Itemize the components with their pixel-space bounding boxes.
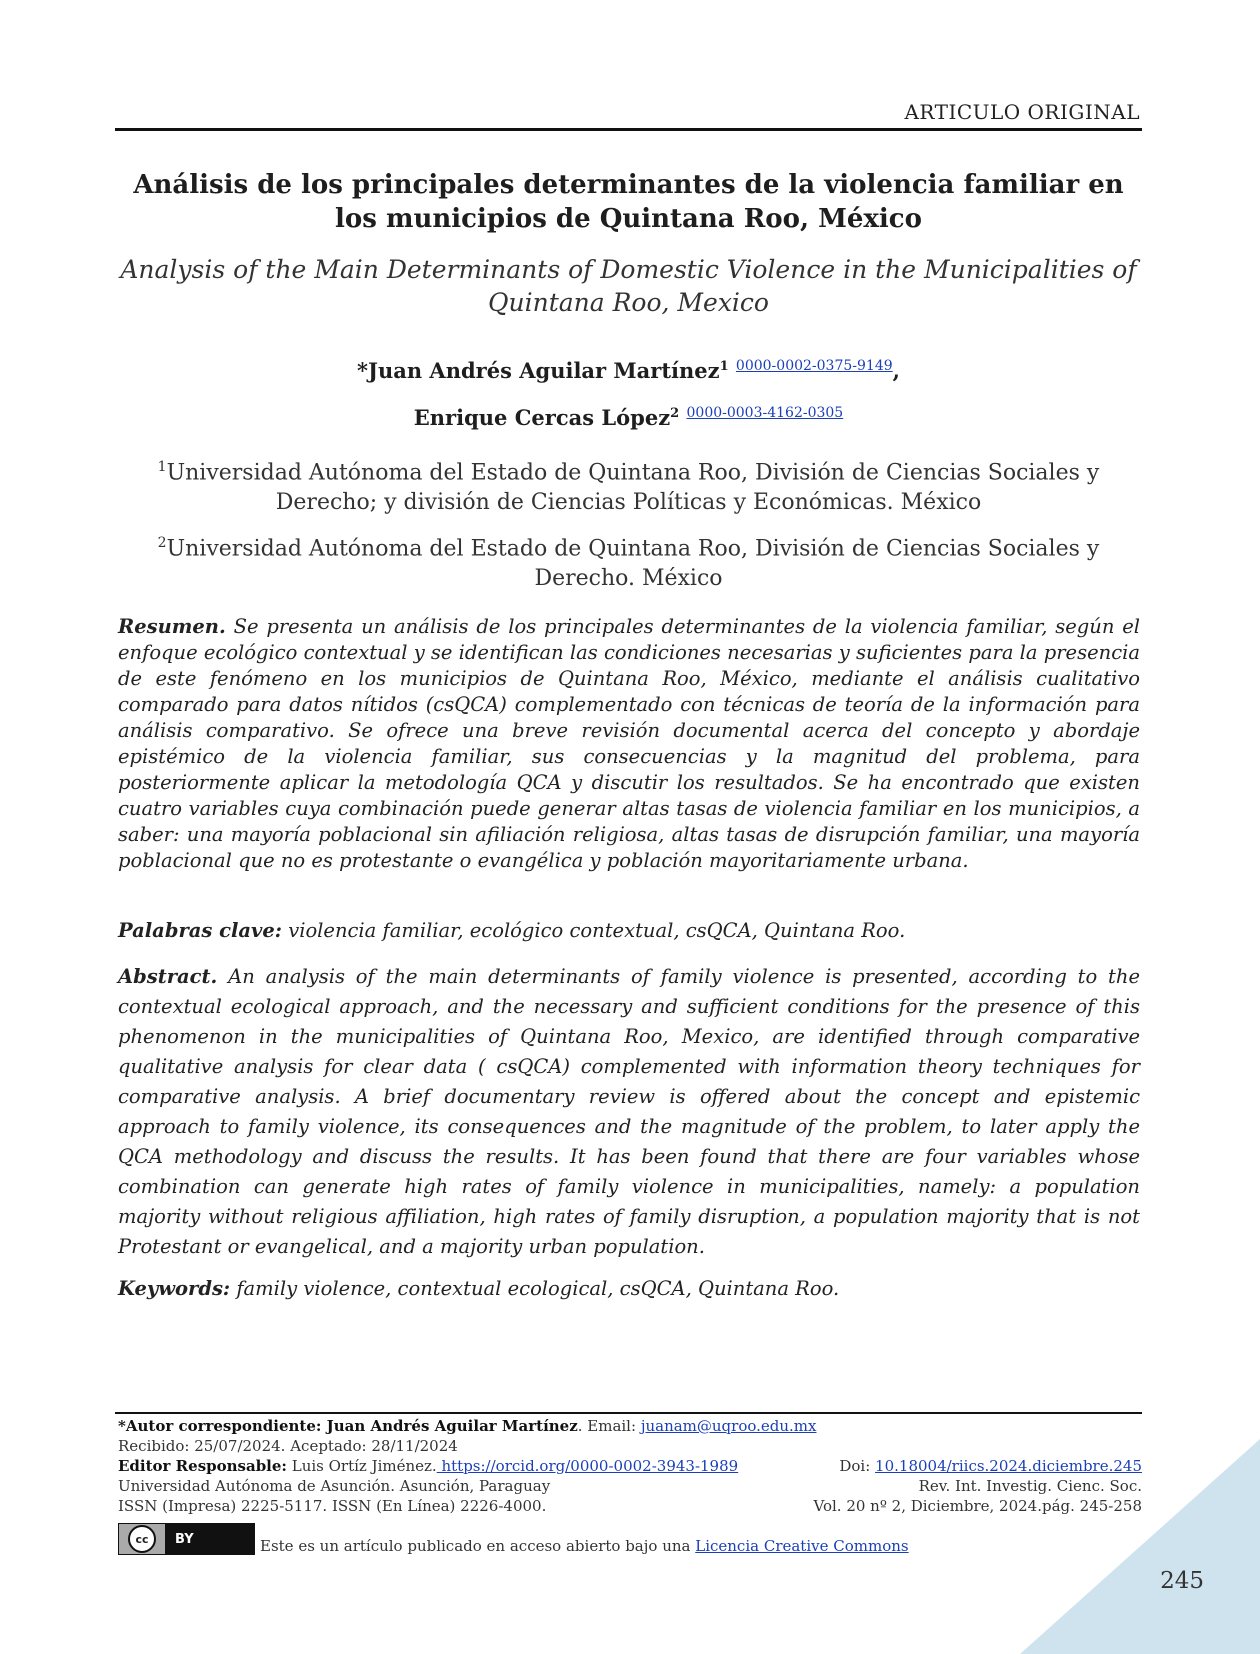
resumen-label: Resumen. (118, 615, 226, 638)
abstract-text: An analysis of the main determinants of family violence is presented, according to the contextual ecological approach, and the necessary and sufficient conditions for the presence of this phenomenon in the municipalities of Quintana Roo, Mexico, are identified through comparative qualitative analysis for clear data ( csQCA) complemented with information theory techniques for comparative analysis. A brief documentary review is offered about the concept and epistemic approach to family violence, its consequences and the magnitude of the problem, to later apply the QCA methodology and discuss the results. It has been found that there are four variables whose combination can generate high rates of family violence in municipalities, namely: a population majority without religious affiliation, high rates of family disruption, a population majority that is not Protestant or evangelical, and a majority urban population. (118, 965, 1140, 1258)
affiliation-text: Universidad Autónoma del Estado de Quintana Roo, División de Ciencias Sociales y Derecho; y división de Ciencias Políticas y Económicas. México (166, 460, 1100, 516)
abstract-paragraph (118, 962, 1140, 1262)
affiliation-text: Universidad Autónoma del Estado de Quintana Roo, División de Ciencias Sociales y Derecho. México (166, 536, 1100, 592)
palabras-clave-label: Palabras clave: (118, 919, 282, 942)
university-text: Universidad Autónoma de Asunción. Asunción, Paraguay (118, 1477, 551, 1495)
author-separator: , (892, 358, 900, 383)
editor-label: Editor Responsable: (118, 1457, 287, 1475)
editor-name: Luis Ortíz Jiménez. (286, 1457, 437, 1475)
author-2 (115, 405, 1142, 430)
abstract-label: Abstract. (118, 965, 218, 988)
license-link[interactable]: Licencia Creative Commons (695, 1537, 909, 1555)
corresponding-author-label: *Autor correspondiente: Juan Andrés Aguilar Martínez (118, 1417, 578, 1435)
author-name: *Juan Andrés Aguilar Martínez (357, 358, 720, 383)
cc-label: cc (128, 1525, 156, 1553)
article-title-es: Análisis de los principales determinantes de la violencia familiar en los municipios de Quintana Roo, México (133, 170, 1124, 234)
university-line (118, 1476, 1142, 1496)
keywords-label: Keywords: (118, 1277, 231, 1300)
by-label: BY (165, 1524, 254, 1554)
affiliation-1 (115, 452, 1142, 518)
author-name: Enrique Cercas López (413, 405, 671, 430)
issn-line (118, 1496, 1142, 1516)
cc-icon (119, 1524, 165, 1554)
author-affil-sup: 2 (670, 406, 680, 421)
palabras-clave-paragraph (118, 918, 1140, 944)
license-text: Este es un artículo publicado en acceso abierto bajo una (260, 1537, 696, 1555)
dates-line: Recibido: 25/07/2024. Aceptado: 28/11/2024 (118, 1437, 458, 1455)
affiliation-sup: 1 (157, 459, 167, 475)
journal-name: Rev. Int. Investig. Cienc. Soc. (918, 1477, 1142, 1495)
cc-by-badge[interactable] (118, 1523, 255, 1555)
doi-link[interactable]: 10.18004/riics.2024.diciembre.245 (875, 1457, 1142, 1475)
resumen-text: Se presenta un análisis de los principales determinantes de la violencia familiar, según el enfoque ecológico contextual y se identifican las condiciones necesarias y suficientes para la presencia de este fenómeno en los municipios de Quintana Roo, México, mediante el análisis cualitativo comparado para datos nítidos (csQCA) complementado con técnicas de teoría de la información para análisis comparativo. Se ofrece una breve revisión documental acerca del concepto y abordaje epistémico de la violencia familiar, sus consecuencias y la magnitud del problema, para posteriormente aplicar la metodología QCA y discutir los resultados. Se ha encontrado que existen cuatro variables cuya combinación puede generar altas tasas de violencia familiar en los municipios, a saber: una mayoría poblacional sin afiliación religiosa, altas tasas de disrupción familiar, una mayoría poblacional que no es protestante o evangélica y población mayoritariamente urbana. (118, 615, 1140, 872)
editor-orcid-link[interactable]: https://orcid.org/0000-0002-3943-1989 (436, 1457, 739, 1475)
article-title-en: Analysis of the Main Determinants of Domestic Violence in the Municipalities of Quintana Roo, Mexico (120, 255, 1137, 317)
orcid-link[interactable]: 0000-0003-4162-0305 (686, 405, 844, 421)
email-label: . Email: (577, 1417, 641, 1435)
email-link[interactable]: juanam@uqroo.edu.mx (640, 1417, 817, 1435)
keywords-paragraph (118, 1276, 1140, 1302)
author-affil-sup: 1 (719, 359, 729, 374)
license-line (260, 1537, 909, 1555)
section-label: ARTICULO ORIGINAL (904, 100, 1140, 124)
corresponding-author-line (118, 1416, 1142, 1436)
volume-text: Vol. 20 nº 2, Diciembre, 2024.pág. 245-258 (813, 1497, 1142, 1515)
footer-rule (115, 1412, 1142, 1414)
affiliation-sup: 2 (157, 535, 167, 551)
corner-decoration (1020, 1439, 1260, 1654)
keywords-text: family violence, contextual ecological, csQCA, Quintana Roo. (236, 1277, 840, 1300)
issn-text: ISSN (Impresa) 2225-5117. ISSN (En Línea) 2226-4000. (118, 1497, 547, 1515)
editor-line (118, 1456, 1142, 1476)
palabras-clave-text: violencia familiar, ecológico contextual, csQCA, Quintana Roo. (288, 919, 906, 942)
affiliation-2 (115, 528, 1142, 594)
orcid-link[interactable]: 0000-0002-0375-9149 (735, 358, 893, 374)
doi-label: Doi: (839, 1457, 876, 1475)
page-number: 245 (1160, 1568, 1204, 1594)
resumen-paragraph (118, 614, 1140, 874)
author-1 (115, 358, 1142, 383)
header-rule (115, 128, 1142, 131)
